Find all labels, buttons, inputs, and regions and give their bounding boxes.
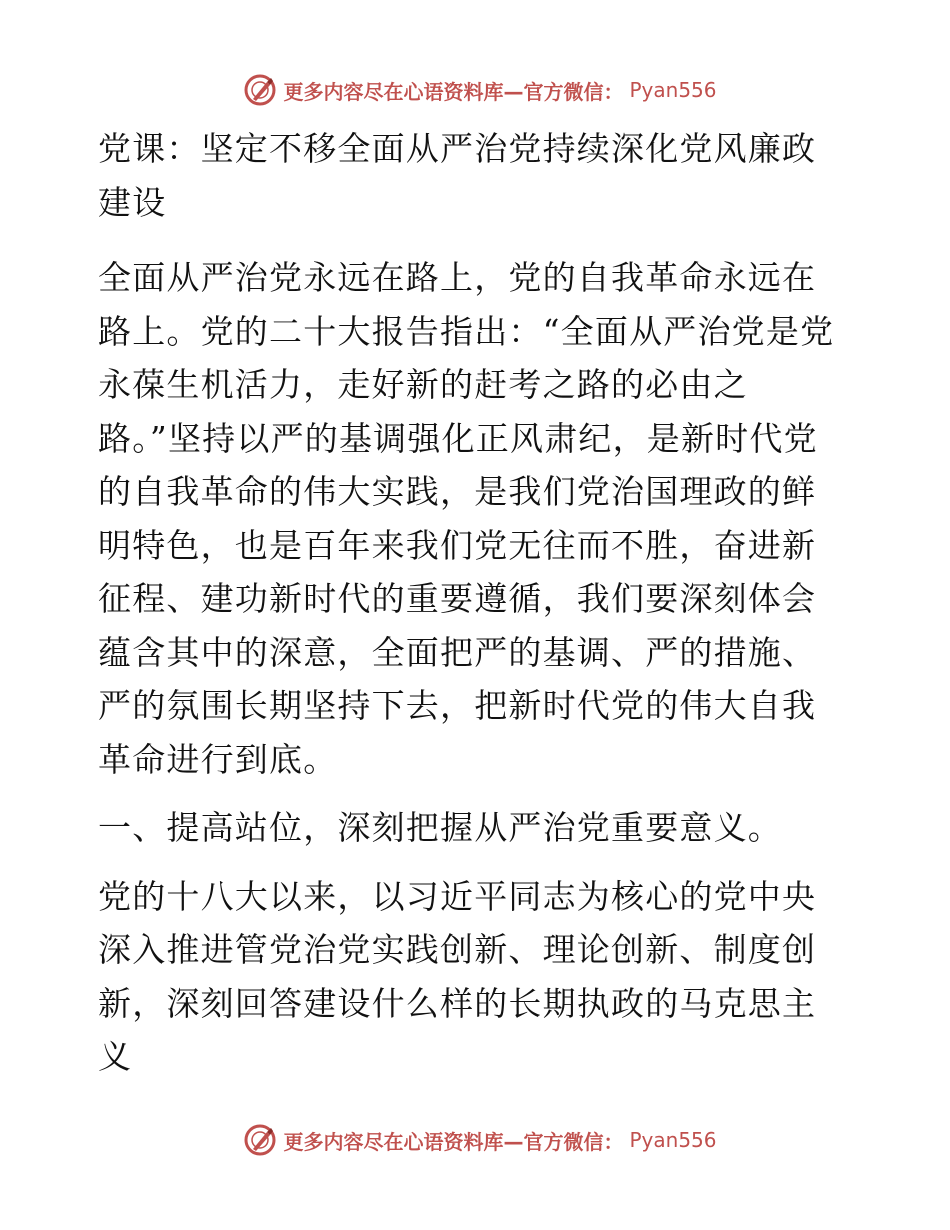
- pen-logo-icon: [243, 73, 277, 107]
- document-title: 党课：坚定不移全面从严治党持续深化党风廉政建设: [98, 129, 817, 222]
- pen-logo-icon: [243, 1123, 277, 1157]
- header-banner-content: [243, 73, 716, 107]
- paragraph-section-1: 党的十八大以来，以习近平同志为核心的党中央深入推进管党治党实践创新、理论创新、制度创新，深刻回答建设什么样的长期执政的马克思主义: [98, 876, 817, 1076]
- footer-contact: Pyan556: [629, 1128, 717, 1152]
- footer-banner-text: 更多内容尽在心语资料库—官方微信：: [283, 1129, 624, 1154]
- paragraph-intro: 全面从严治党永远在路上，党的自我革命永远在路上。党的二十大报告指出：“全面从严治党是党永葆生机活力，走好新的赶考之路的必由之路。”坚持以严的基调强化正风肃纪，是新时代党的自我革命的伟大实践，是我们党治国理政的鲜明特色，也是百年来我们党无往而不胜，奋进新征程、建功新时代的重要遵循，我们要深刻体会蕴含其中的深意，全面把严的基调、严的措施、严的氛围长期坚持下去，把新时代党的伟大自我革命进行到底。: [98, 258, 835, 779]
- footer-banner: [0, 1120, 950, 1160]
- header-banner-text: 更多内容尽在心语资料库—官方微信：: [283, 79, 624, 104]
- document-body: [98, 122, 848, 1084]
- section-heading-1: 一、提高站位，深刻把握从严治党重要意义。: [98, 808, 782, 847]
- header-contact: Pyan556: [629, 78, 717, 102]
- header-banner: [0, 70, 950, 110]
- footer-banner-content: [243, 1123, 716, 1157]
